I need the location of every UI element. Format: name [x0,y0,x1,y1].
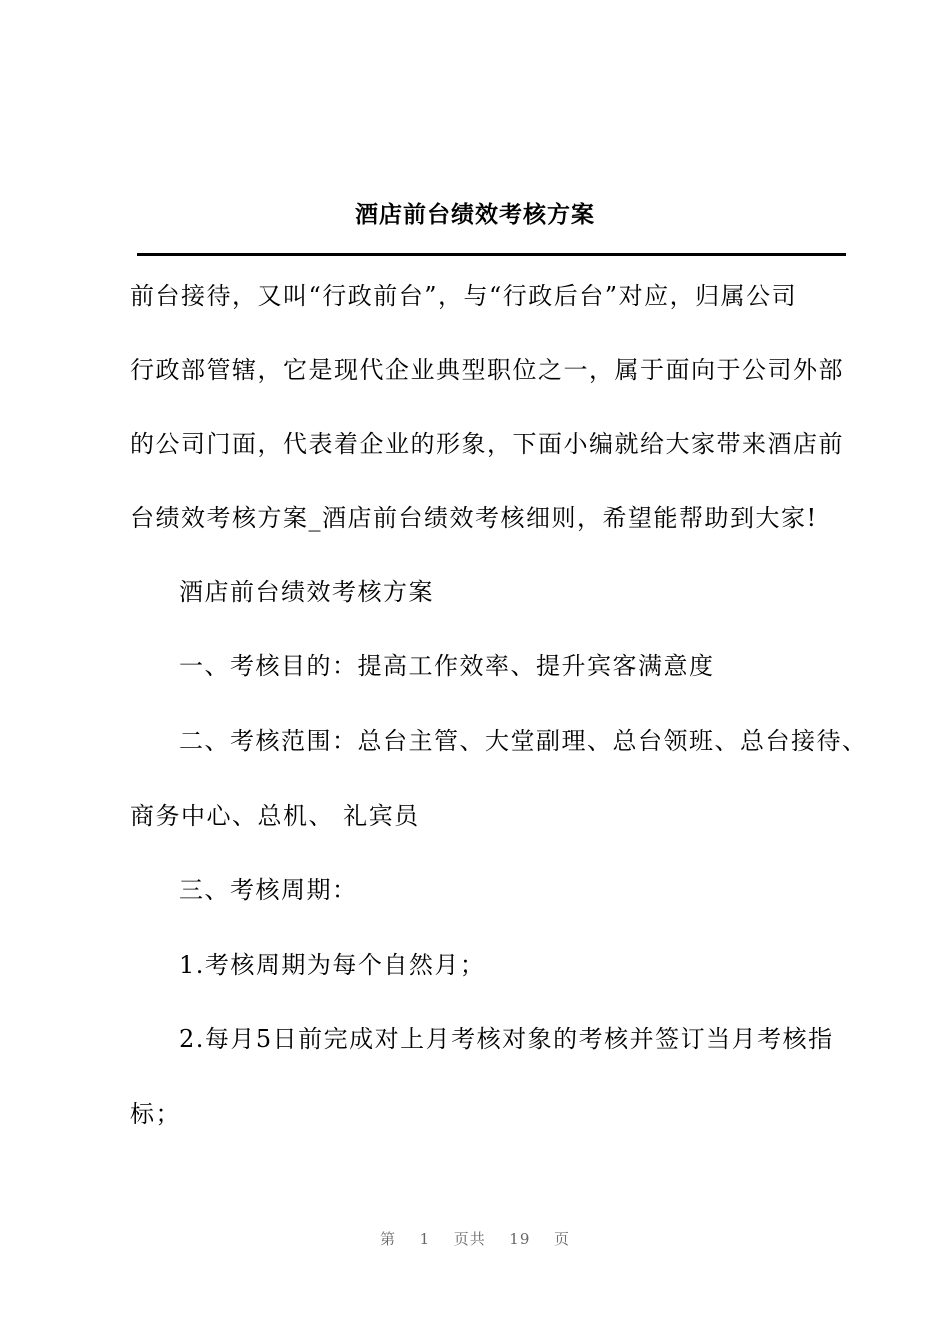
section-heading: 酒店前台绩效考核方案 [179,578,434,606]
footer-prefix: 第 [380,1230,397,1248]
period-point-2: 2.每月5日前完成对上月考核对象的考核并签订当月考核指 [179,1025,834,1053]
period-point-1: 1.考核周期为每个自然月； [179,951,486,979]
footer-suffix: 页 [553,1230,570,1248]
item-purpose: 一、考核目的：提高工作效率、提升宾客满意度 [179,652,715,680]
document-title: 酒店前台绩效考核方案 [355,201,595,228]
body-line-1: 前台接待，又叫“行政前台”，与“行政后台”对应，归属公司 [130,282,798,310]
title-underline [137,253,846,256]
page-footer [0,1228,950,1249]
body-line-4: 台绩效考核方案_酒店前台绩效考核细则，希望能帮助到大家! [130,504,818,532]
item-period: 三、考核周期： [179,876,358,904]
item-scope-continued: 商务中心、总机、 礼宾员 [130,802,420,830]
period-point-2-continued: 标； [130,1100,181,1128]
footer-total-pages: 19 [509,1230,531,1248]
item-scope: 二、考核范围：总台主管、大堂副理、总台领班、总台接待、 [179,727,868,755]
body-line-2: 行政部管辖，它是现代企业典型职位之一，属于面向于公司外部 [130,356,844,384]
footer-page-number: 1 [419,1230,431,1248]
footer-middle: 页共 [453,1230,486,1248]
body-line-3: 的公司门面，代表着企业的形象，下面小编就给大家带来酒店前 [130,430,844,458]
